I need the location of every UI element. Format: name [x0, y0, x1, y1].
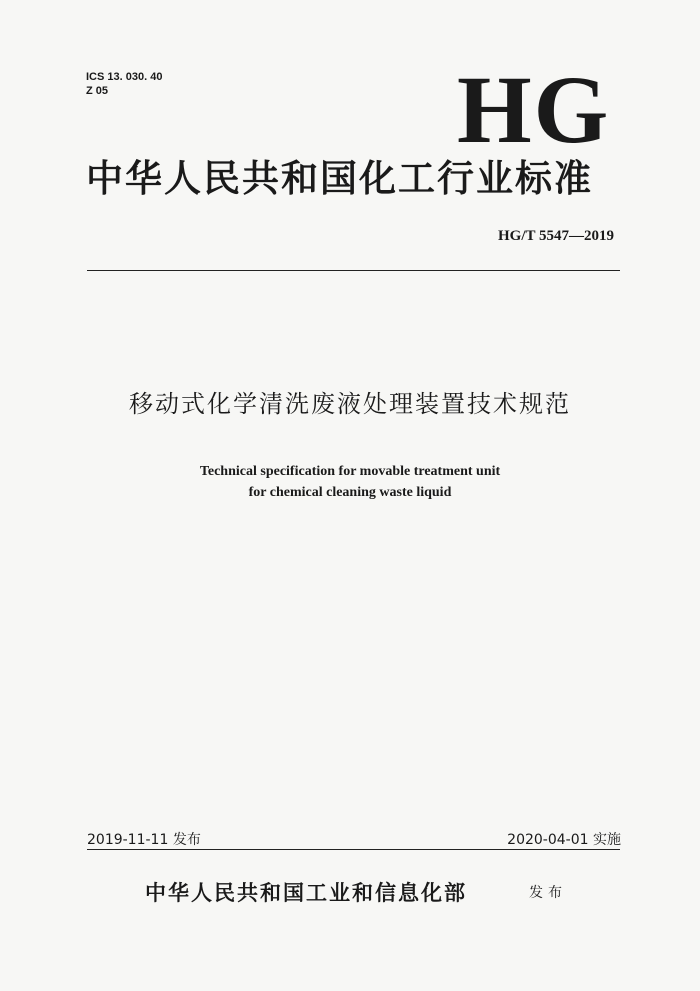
- implementation-date-block: [507, 829, 621, 849]
- ccs-code: Z 05: [86, 85, 109, 97]
- document-title-chinese: 移动式化学清洗废液处理装置技术规范: [129, 390, 571, 418]
- english-title-line-1: Technical specification for movable treatment unit: [199, 464, 501, 479]
- english-title-line-2: for chemical cleaning waste liquid: [248, 485, 452, 500]
- bottom-divider: [87, 849, 620, 850]
- ics-code: ICS 13. 030. 40: [86, 71, 163, 83]
- issue-date-block: [87, 829, 201, 849]
- implementation-label: 实施: [593, 832, 621, 848]
- document-title-english: [0, 461, 700, 503]
- issuing-authority: 中华人民共和国工业和信息化部: [145, 881, 467, 905]
- top-divider: [87, 270, 620, 271]
- implementation-date: 2020-04-01: [507, 832, 589, 848]
- industry-standard-title: 中华人民共和国化工行业标准: [86, 157, 593, 200]
- hg-logo: HG: [457, 56, 611, 163]
- standard-number: HG/T 5547—2019: [498, 228, 614, 244]
- classification-codes: [86, 70, 162, 98]
- issue-date: 2019-11-11: [87, 832, 169, 848]
- issuing-authority-action: 发布: [529, 885, 567, 901]
- issue-label: 发布: [172, 832, 201, 848]
